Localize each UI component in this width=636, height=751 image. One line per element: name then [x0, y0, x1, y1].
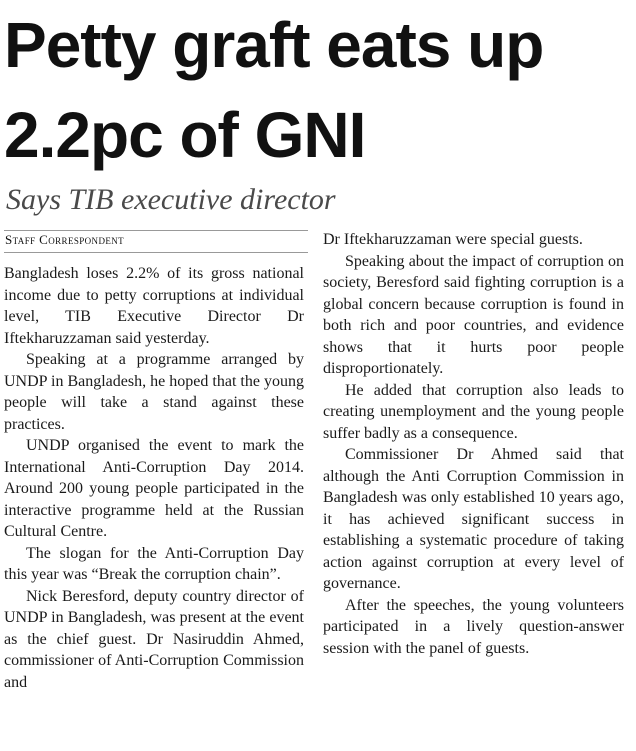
paragraph: Nick Beresford, deputy country director of UNDP in Bangladesh, was present at the event as the chief guest. Dr Nasiruddin Ahmed, commissioner of Anti-Corruption Commission and: [4, 587, 304, 691]
right-column: [323, 229, 624, 659]
paragraph: UNDP organised the event to mark the International Anti-Corruption Day 2014. Around 200 young people participated in the interactive programme held at the Russian Cultural Centre.: [4, 437, 304, 540]
paragraph: Bangladesh loses 2.2% of its gross national income due to petty corruptions at individual level, TIB Executive Director Dr Iftekharuzzaman said yesterday.: [4, 265, 304, 347]
headline-line-2: 2.2pc of GNI: [4, 99, 366, 171]
paragraph: After the speeches, the young volunteers participated in a lively question-answer session with the panel of guests.: [323, 596, 624, 657]
byline: Staff Correspondent: [5, 232, 125, 247]
paragraph: Speaking at a programme arranged by UNDP in Bangladesh, he hoped that the young people will take a stand against these practices.: [4, 351, 304, 433]
left-column: [4, 263, 304, 693]
byline-bottom-rule: [4, 252, 308, 253]
byline-top-rule: [4, 230, 308, 231]
paragraph: Commissioner Dr Ahmed said that although the Anti Corruption Commission in Bangladesh was only established 10 years ago, it has achieved significant success in establishing a systematic procedure of taking action against corruption at every level of governance.: [323, 446, 624, 592]
headline: [4, 0, 634, 180]
subheadline: Says TIB executive director: [6, 183, 336, 216]
paragraph-continuation: Dr Iftekharuzzaman were special guests.: [323, 231, 583, 248]
paragraph: Speaking about the impact of corruption on society, Beresford said fighting corruption is a global concern because corruption is found in both rich and poor countries, and evidence shows that it hurts poor people disproportionately.: [323, 252, 624, 377]
paragraph: The slogan for the Anti-Corruption Day this year was “Break the corruption chain”.: [4, 544, 304, 583]
paragraph: He added that corruption also leads to creating unemployment and the young people suffer badly as a consequence.: [323, 381, 624, 442]
headline-line-1: Petty graft eats up: [4, 9, 544, 81]
